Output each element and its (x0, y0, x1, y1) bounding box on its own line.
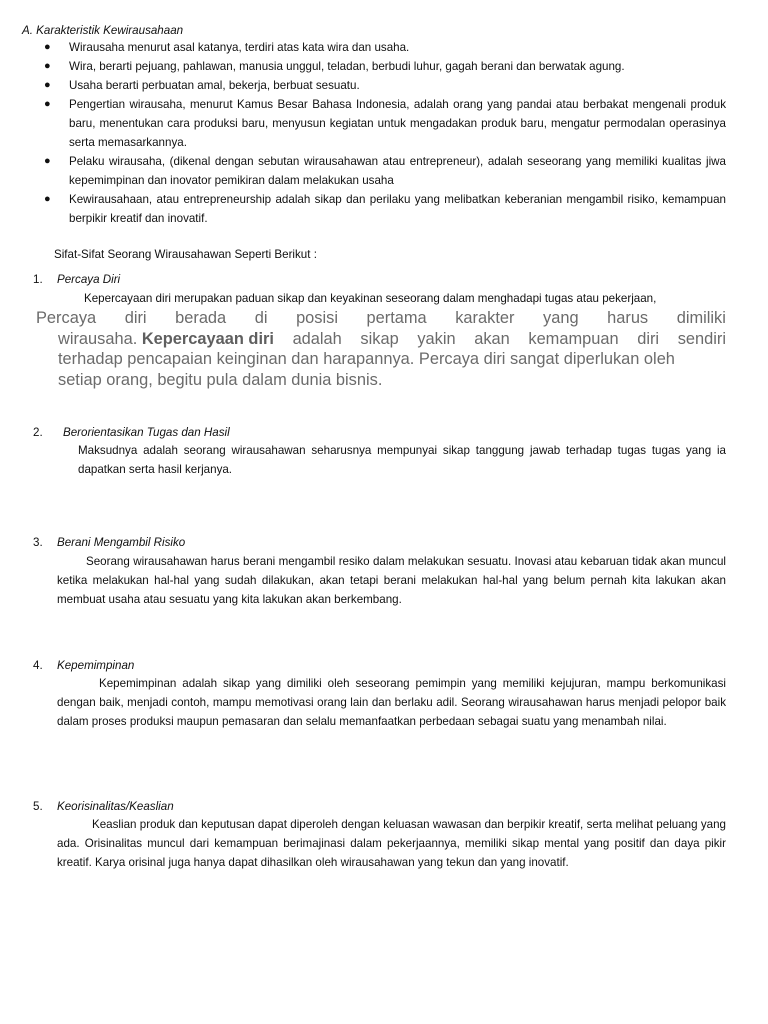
word: berada (175, 309, 227, 327)
list-item (0, 38, 768, 57)
list-item-text: Kewirausahaan, atau entrepreneurship adalah sikap dan perilaku yang melibatkan keberanian mengambil risiko, kemampuan berpikir kreatif dan inovatif. (69, 193, 726, 225)
web-excerpt-line (36, 308, 726, 329)
word: wirausaha. (58, 329, 138, 348)
item-number: 2. (33, 426, 43, 439)
list-item (0, 95, 768, 152)
word: yakin (417, 329, 456, 348)
item-body: Kepercayaan diri merupakan paduan sikap dan keyakinan seseorang dalam menghadapi tugas atau pekerjaan, (84, 292, 657, 305)
item-number: 5. (33, 800, 43, 813)
item-number: 4. (33, 659, 43, 672)
bold-term: Kepercayaan diri (141, 329, 274, 348)
word: sendiri (677, 329, 726, 348)
word: dimiliki (676, 309, 726, 327)
item-title: Keorisinalitas/Keaslian (57, 800, 174, 813)
characteristics-list (0, 38, 768, 228)
bullet-icon: ● (44, 60, 51, 72)
list-item (0, 152, 768, 190)
item-title: Berani Mengambil Risiko (57, 536, 186, 549)
list-item-text: Pelaku wirausaha, (dikenal dengan sebutan wirausahawan atau entrepreneur), adalah seseorang yang memiliki kualitas jiwa kepemimpinan dan inovator pemikiran dalam melakukan usaha (69, 155, 726, 187)
bullet-icon: ● (44, 41, 51, 53)
item-number: 1. (33, 273, 43, 286)
list-item (0, 57, 768, 76)
web-excerpt (36, 308, 726, 391)
item-body-text: Maksudnya adalah seorang wirausahawan seharusnya mempunyai sikap tanggung jawab terhadap tugas tugas yang ia dapatkan serta hasil kerjanya. (78, 444, 726, 476)
bullet-icon: ● (44, 155, 51, 167)
word: pertama (366, 309, 427, 327)
word-group (58, 329, 274, 350)
item-body: Seorang wirausahawan harus berani mengambil resiko dalam melakukan sesuatu. Inovasi atau kebaruan tidak akan muncul ketika melakukan hal-hal yang sudah dilakukan, akan tetapi berani melakukan hal-hal yang belum pernah kita lakukan akan membuat usaha atau sesuatu yang kita lakukan akan berkembang. (57, 555, 726, 606)
web-excerpt-line (58, 329, 726, 350)
list-item-text: Wirausaha menurut asal katanya, terdiri atas kata wira dan usaha. (69, 41, 410, 54)
word: karakter (455, 309, 515, 327)
item-number: 3. (33, 536, 43, 549)
list-item-text: Usaha berarti perbuatan amal, bekerja, berbuat sesuatu. (69, 79, 360, 92)
word: sikap (360, 329, 399, 348)
web-excerpt-line: terhadap pencapaian keinginan dan harapannya. Percaya diri sangat diperlukan oleh (58, 350, 675, 369)
list-item (0, 76, 768, 95)
item-title: Percaya Diri (57, 273, 121, 286)
web-excerpt-line: setiap orang, begitu pula dalam dunia bisnis. (58, 371, 383, 390)
item-title: Berorientasikan Tugas dan Hasil (63, 426, 230, 439)
list-item-text: Pengertian wirausaha, menurut Kamus Besar Bahasa Indonesia, adalah orang yang pandai atau berbakat mengenali produk baru, menentukan cara produksi baru, menyusun kegiatan untuk mengadakan produk baru, mengatur permodalan operasinya serta memasarkannya. (69, 98, 726, 149)
word: di (254, 309, 268, 327)
bullet-icon: ● (44, 98, 51, 110)
web-excerpt-rest (36, 329, 726, 391)
word: Percaya (36, 309, 97, 327)
item-body: Keaslian produk dan keputusan dapat diperoleh dengan keluasan wawasan dan berpikir kreatif, serta melihat peluang yang ada. Orisinalitas muncul dari kemampuan berimajinasi dalam pekerjaannya, memiliki sikap mental yang positif dan daya pikir kreatif. Karya orisinal juga hanya dapat dihasilkan oleh wirausahawan yang tekun dan yang inovatif. (57, 818, 726, 869)
word: kemampuan (528, 329, 619, 348)
item-body (78, 441, 726, 479)
item-title: Kepemimpinan (57, 659, 135, 672)
word: akan (474, 329, 510, 348)
word: diri (124, 309, 147, 327)
section-title: A. Karakteristik Kewirausahaan (22, 24, 184, 37)
word: yang (543, 309, 579, 327)
bullet-icon: ● (44, 79, 51, 91)
word: diri (637, 329, 660, 348)
bullet-icon: ● (44, 193, 51, 205)
list-item (0, 190, 768, 228)
word: adalah (292, 329, 342, 348)
word: posisi (296, 309, 338, 327)
traits-intro: Sifat-Sifat Seorang Wirausahawan Seperti Berikut : (54, 248, 317, 261)
list-item-text: Wira, berarti pejuang, pahlawan, manusia unggul, teladan, berbudi luhur, gagah berani dan berwatak agung. (69, 60, 625, 73)
word: harus (607, 309, 649, 327)
item-body: Kepemimpinan adalah sikap yang dimiliki oleh seseorang pemimpin yang memiliki kejujuran, mampu berkomunikasi dengan baik, menjadi contoh, mampu memotivasi orang lain dan berlaku adil. Seorang wirausahawan harus menjadi pelopor baik dalam proses produksi maupun pemasaran dan selalu memanfaatkan perbedaan sebagai suatu yang menambah nilai. (57, 677, 726, 728)
